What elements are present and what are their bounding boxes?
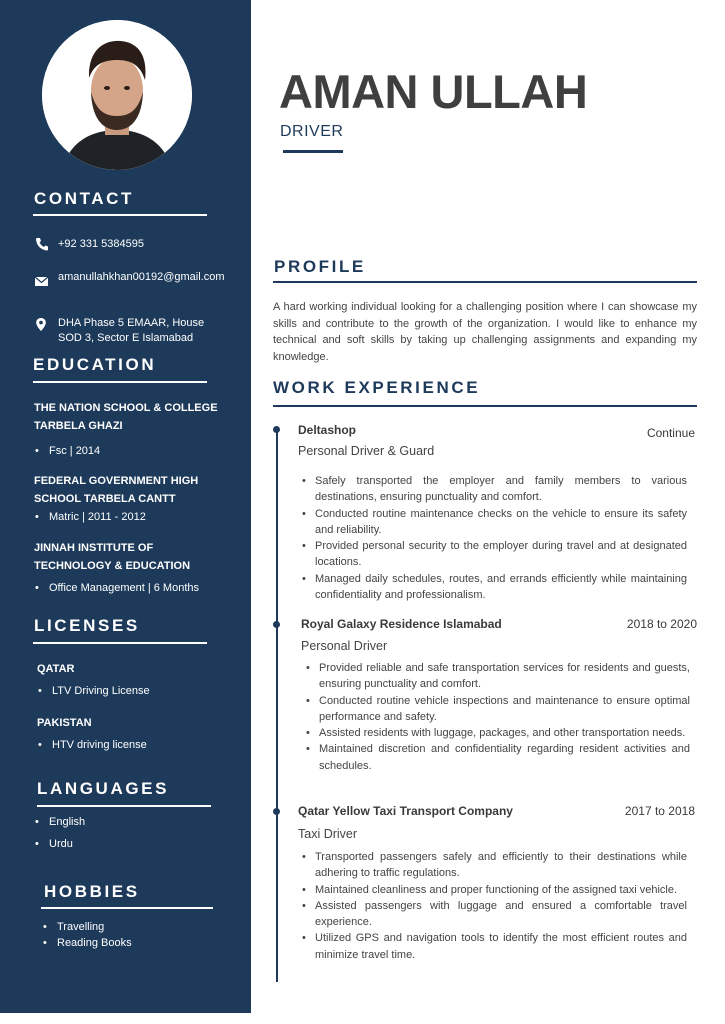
language-item: • English [34, 813, 224, 831]
job-duty: • Utilized GPS and navigation tools to identify the most efficient routes and minimize travel time. [299, 930, 687, 963]
licenses-heading: LICENSES [34, 616, 140, 635]
job-duty: • Assisted residents with luggage, packages, and other transportation needs. [303, 725, 690, 741]
job-duty: • Provided reliable and safe transportation services for residents and guests, ensuring punctuality and comfort. [303, 660, 690, 693]
address-text: DHA Phase 5 EMAAR, House SOD 3, Sector E Islamabad [58, 317, 205, 344]
education-detail: • Office Management | 6 Months [34, 579, 224, 597]
job-duties [299, 473, 687, 603]
education-item [34, 539, 224, 597]
job-date: Continue [646, 426, 695, 440]
contact-address [34, 316, 228, 346]
timeline-dot [273, 426, 280, 433]
email-text[interactable]: amanullahkhan00192@gmail.com [58, 271, 225, 283]
languages-list [34, 813, 224, 853]
education-item [34, 472, 224, 526]
education-school: JINNAH INSTITUTE OF TECHNOLOGY & EDUCATION [34, 542, 191, 572]
license-name: • HTV driving license [37, 736, 227, 754]
phone-icon [34, 237, 50, 251]
contact-phone [34, 237, 226, 252]
education-heading: EDUCATION [33, 355, 157, 374]
sidebar [0, 0, 251, 1013]
education-school: FEDERAL GOVERNMENT HIGH SCHOOL TARBELA CANTT [34, 475, 199, 505]
contact-divider [33, 214, 207, 216]
contact-heading: CONTACT [34, 189, 135, 208]
license-item [37, 660, 227, 700]
job-company: Deltashop [298, 423, 357, 437]
license-country: QATAR [37, 663, 75, 675]
avatar [42, 20, 192, 170]
experience-divider [273, 405, 697, 407]
job-date: 2018 to 2020 [626, 617, 697, 631]
languages-divider [37, 805, 211, 807]
location-pin-icon [34, 316, 50, 332]
education-item [34, 399, 234, 460]
job-title: DRIVER [280, 123, 344, 140]
candidate-name: AMAN ULLAH [279, 65, 588, 118]
mail-icon [34, 275, 50, 289]
job-duty: • Safely transported the employer and family members to various destinations, ensuring punctuality and comfort. [299, 473, 687, 506]
education-school: THE NATION SCHOOL & COLLEGE TARBELA GHAZI [34, 402, 218, 432]
job-role: Personal Driver [301, 639, 388, 653]
hobbies-heading: HOBBIES [44, 882, 140, 901]
job-company: Royal Galaxy Residence Islamabad [301, 617, 502, 631]
contact-email [34, 270, 230, 289]
job-duty: • Transported passengers safely and efficiently to their destinations while adhering to traffic regulations. [299, 849, 687, 882]
job-duty: • Conducted routine maintenance checks on the vehicle to ensure its safety and reliability. [299, 506, 687, 539]
timeline-dot [273, 808, 280, 815]
education-divider [33, 381, 207, 383]
hobby-item: • Reading Books [42, 935, 232, 951]
job-date: 2017 to 2018 [624, 804, 695, 818]
title-underline [283, 150, 343, 153]
hobbies-divider [41, 907, 213, 909]
timeline-dot [273, 621, 280, 628]
job-duty: • Assisted passengers with luggage and ensured a comfortable travel experience. [299, 898, 687, 931]
job-role: Taxi Driver [298, 827, 358, 841]
job-duties [299, 849, 687, 963]
job-duty: • Maintained cleanliness and proper functioning of the assigned taxi vehicle. [299, 882, 687, 898]
profile-heading: PROFILE [274, 257, 366, 276]
hobbies-list [42, 919, 232, 951]
job-role: Personal Driver & Guard [298, 444, 435, 458]
licenses-divider [33, 642, 207, 644]
hobby-item: • Travelling [42, 919, 232, 935]
education-detail: • Fsc | 2014 [34, 442, 234, 460]
experience-timeline [276, 430, 278, 982]
profile-divider [273, 281, 697, 283]
license-name: • LTV Driving License [37, 682, 227, 700]
job-duty: • Conducted routine vehicle inspections and maintenance to ensure optimal performance and safety. [303, 693, 690, 726]
languages-heading: LANGUAGES [37, 779, 170, 798]
education-detail: • Matric | 2011 - 2012 [34, 508, 224, 526]
job-company: Qatar Yellow Taxi Transport Company [298, 804, 513, 818]
language-item: • Urdu [34, 835, 224, 853]
license-item [37, 714, 227, 754]
profile-text: A hard working individual looking for a challenging position where I can showcase my skills and contribute to the growth of the organization. I would like to enhance my technical and soft skills by taking up challenging assignments and expanding my knowledge. [273, 301, 697, 363]
job-duties [303, 660, 690, 774]
job-duty: • Managed daily schedules, routes, and errands efficiently while maintaining confidentiality and professionalism. [299, 571, 687, 604]
job-duty: • Maintained discretion and confidentiality regarding resident activities and schedules. [303, 741, 690, 774]
phone-text[interactable]: +92 331 5384595 [58, 238, 144, 250]
license-country: PAKISTAN [37, 717, 92, 729]
job-duty: • Provided personal security to the employer during travel and at designated locations. [299, 538, 687, 571]
experience-heading: WORK EXPERIENCE [273, 378, 481, 397]
profile-photo [42, 20, 192, 170]
